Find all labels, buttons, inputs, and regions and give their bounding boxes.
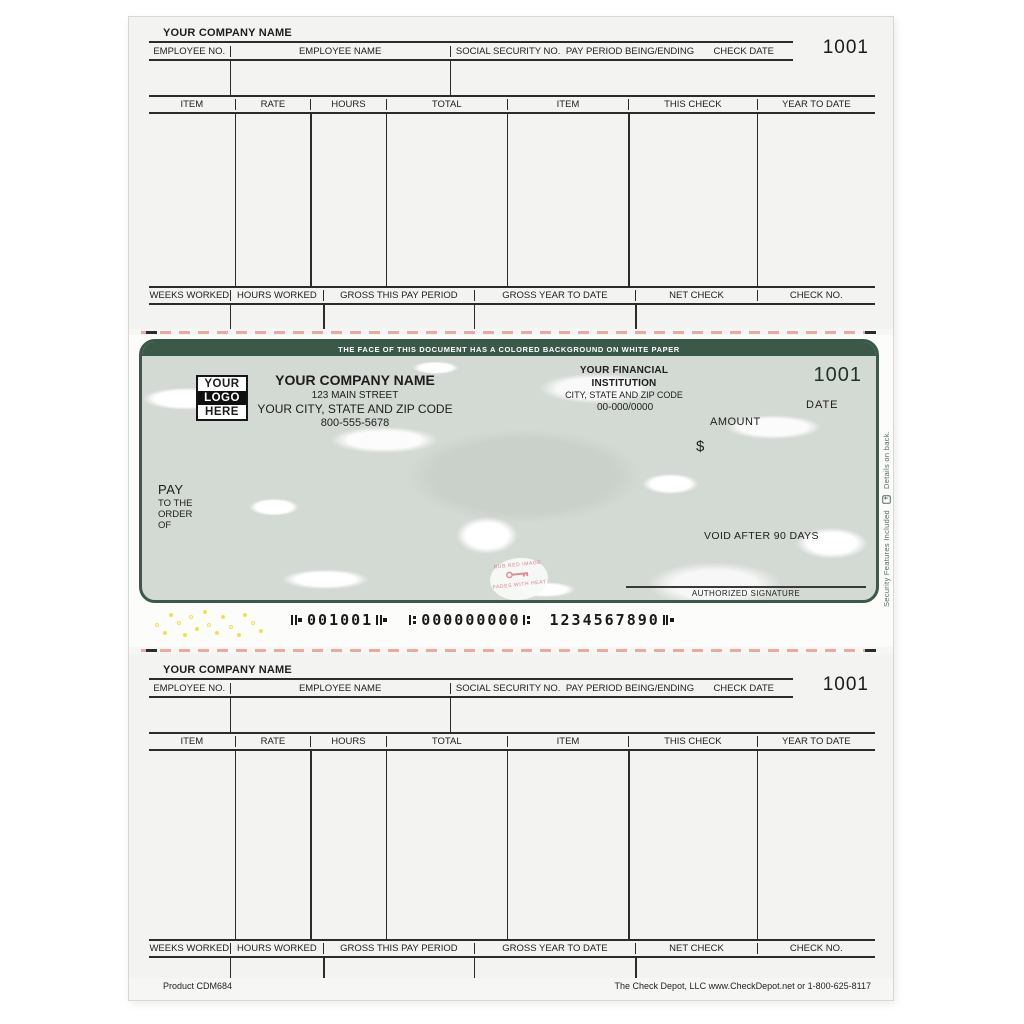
stub-company-name: YOUR COMPANY NAME — [149, 25, 793, 43]
alignment-tick — [146, 331, 157, 334]
heat-sensitive-key-seal — [488, 555, 550, 603]
employee-name-label: EMPLOYEE NAME — [230, 46, 450, 57]
rate-col-header: RATE — [235, 736, 311, 747]
item-grid-body — [149, 751, 875, 939]
routing-fraction: 00-000/0000 — [597, 402, 654, 413]
bottom-earnings-stub — [129, 654, 893, 978]
check-no-header: CHECK NO. — [757, 943, 875, 954]
stub-employee-header-row — [149, 43, 793, 61]
summary-grid-body — [149, 305, 875, 329]
stub-check-number: 1001 — [822, 674, 869, 695]
micr-band — [129, 605, 893, 641]
perforation-line-bottom — [141, 649, 881, 652]
total-col-header: TOTAL — [386, 736, 507, 747]
stub-company-name: YOUR COMPANY NAME — [149, 662, 793, 680]
bank-name: YOUR FINANCIAL INSTITUTION — [579, 365, 669, 389]
alignment-tick — [865, 649, 876, 652]
divider-line — [386, 751, 388, 939]
perforation-line-top — [141, 331, 881, 334]
bank-city: CITY, STATE AND ZIP CODE — [565, 390, 683, 400]
pay-period-label: PAY PERIOD BEING/ENDING — [565, 683, 695, 694]
summary-grid-body — [149, 958, 875, 978]
divider-line — [386, 114, 388, 286]
payroll-check-form — [128, 16, 894, 1001]
red-key-icon — [505, 568, 532, 581]
net-check-header: NET CHECK — [635, 290, 756, 301]
stub-check-number: 1001 — [822, 37, 869, 58]
net-check-header: NET CHECK — [635, 943, 756, 954]
item-col-header: ITEM — [180, 736, 204, 747]
details-on-back-icon — [882, 495, 891, 504]
payer-phone: 800-555-5678 — [320, 417, 390, 429]
divider-line — [450, 698, 452, 732]
divider-line — [235, 751, 237, 939]
divider-line — [450, 61, 452, 95]
divider-line — [230, 61, 232, 95]
alignment-tick — [865, 331, 876, 334]
stub-item-table — [149, 732, 875, 978]
divider-line — [323, 958, 325, 978]
divider-line — [757, 751, 759, 939]
pay-line: ORDER — [158, 508, 193, 520]
gross-this-pay-period-header: GROSS THIS PAY PERIOD — [323, 290, 473, 301]
divider-line — [628, 751, 630, 939]
vendor-info: The Check Depot, LLC www.CheckDepot.net or 1-800-625-8117 — [614, 981, 871, 991]
security-side-text — [882, 339, 891, 607]
logo-line-1: YOUR — [204, 378, 240, 390]
payer-address: 123 MAIN STREET — [311, 389, 399, 401]
details-on-back-text: Details on back. — [882, 430, 891, 489]
signature-area — [626, 586, 866, 598]
summary-header-row — [149, 939, 875, 958]
alignment-tick — [146, 649, 157, 652]
divider-line — [635, 305, 637, 329]
date-label: DATE — [806, 399, 839, 411]
check-face — [139, 339, 879, 603]
summary-header-row — [149, 286, 875, 305]
rate-col-header: RATE — [235, 99, 311, 110]
divider-line — [310, 751, 312, 939]
divider-line — [230, 958, 232, 978]
ssn-label: SOCIAL SECURITY NO. — [450, 683, 566, 694]
this-check-col-header: THIS CHECK — [628, 99, 757, 110]
payer-company-name: YOUR COMPANY NAME — [275, 372, 435, 388]
employee-no-label: EMPLOYEE NO. — [153, 683, 226, 694]
payer-company-block — [247, 372, 463, 431]
divider-line — [230, 698, 232, 732]
hours-worked-header: HOURS WORKED — [230, 943, 324, 954]
stub-header — [149, 25, 873, 95]
item2-col-header: ITEM — [507, 736, 628, 747]
stub-header — [149, 662, 873, 732]
security-dots — [151, 607, 269, 639]
earnings-stub-content — [129, 662, 893, 978]
heat-seal-bottom-text: FADES WITH HEAT — [492, 579, 547, 591]
pay-line: OF — [158, 520, 172, 532]
item-grid-body — [149, 114, 875, 286]
check-date-label: CHECK DATE — [713, 683, 774, 694]
logo-line-3: HERE — [205, 406, 239, 418]
product-code: Product CDM684 — [163, 981, 233, 991]
item-header-row — [149, 732, 875, 751]
hours-col-header: HOURS — [310, 99, 386, 110]
this-check-col-header: THIS CHECK — [628, 736, 757, 747]
gross-year-to-date-header: GROSS YEAR TO DATE — [474, 290, 636, 301]
employee-no-label: EMPLOYEE NO. — [153, 46, 226, 57]
pay-line: TO THE — [158, 497, 193, 509]
hours-worked-header: HOURS WORKED — [230, 290, 324, 301]
year-to-date-col-header: YEAR TO DATE — [757, 736, 875, 747]
check-section — [129, 335, 893, 647]
item2-col-header: ITEM — [507, 99, 628, 110]
logo-line-2: LOGO — [198, 391, 246, 405]
void-after-90-days: VOID AFTER 90 DAYS — [704, 530, 819, 542]
divider-line — [628, 114, 630, 286]
logo-placeholder — [196, 375, 248, 421]
gross-year-to-date-header: GROSS YEAR TO DATE — [474, 943, 636, 954]
divider-line — [474, 305, 476, 329]
divider-line — [323, 305, 325, 329]
earnings-stub-content — [129, 25, 893, 329]
item-col-header: ITEM — [180, 99, 204, 110]
gross-this-pay-period-header: GROSS THIS PAY PERIOD — [323, 943, 473, 954]
ssn-label: SOCIAL SECURITY NO. — [450, 46, 566, 57]
employee-info-box — [149, 698, 793, 732]
micr-line: 0 0 1 0 0 1 0 0 0 0 0 0 0 0 0 1 2 3 4 5 6 7 8 9 0 — [287, 611, 678, 629]
divider-line — [235, 114, 237, 286]
authorized-signature-label: AUTHORIZED SIGNATURE — [691, 589, 801, 598]
pay-period-label: PAY PERIOD BEING/ENDING — [565, 46, 695, 57]
stub-employee-header-row — [149, 680, 793, 698]
check-number: 1001 — [813, 364, 862, 386]
employee-name-label: EMPLOYEE NAME — [230, 683, 450, 694]
employee-info-box — [149, 61, 793, 95]
payer-city: YOUR CITY, STATE AND ZIP CODE — [257, 402, 453, 416]
dollar-sign: $ — [696, 438, 705, 455]
hours-col-header: HOURS — [310, 736, 386, 747]
divider-line — [507, 751, 509, 939]
top-earnings-stub — [129, 17, 893, 329]
pay-line: PAY — [158, 482, 184, 497]
stub-item-table — [149, 95, 875, 329]
security-features-text: Security Features Included — [882, 509, 891, 607]
divider-line — [507, 114, 509, 286]
amount-label: AMOUNT — [710, 416, 761, 428]
item-header-row — [149, 95, 875, 114]
bank-block — [554, 364, 694, 402]
divider-line — [474, 958, 476, 978]
form-footer — [163, 981, 871, 991]
weeks-worked-header: WEEKS WORKED — [149, 290, 230, 301]
check-banner-text: THE FACE OF THIS DOCUMENT HAS A COLORED BACKGROUND ON WHITE PAPER — [142, 342, 876, 356]
divider-line — [230, 305, 232, 329]
total-col-header: TOTAL — [386, 99, 507, 110]
check-no-header: CHECK NO. — [757, 290, 875, 301]
year-to-date-col-header: YEAR TO DATE — [757, 99, 875, 110]
divider-line — [757, 114, 759, 286]
weeks-worked-header: WEEKS WORKED — [149, 943, 230, 954]
pay-to-the-order-of — [158, 482, 193, 532]
heat-seal-top-text: RUB RED IMAGE — [493, 559, 542, 571]
divider-line — [635, 958, 637, 978]
divider-line — [310, 114, 312, 286]
check-date-label: CHECK DATE — [713, 46, 774, 57]
